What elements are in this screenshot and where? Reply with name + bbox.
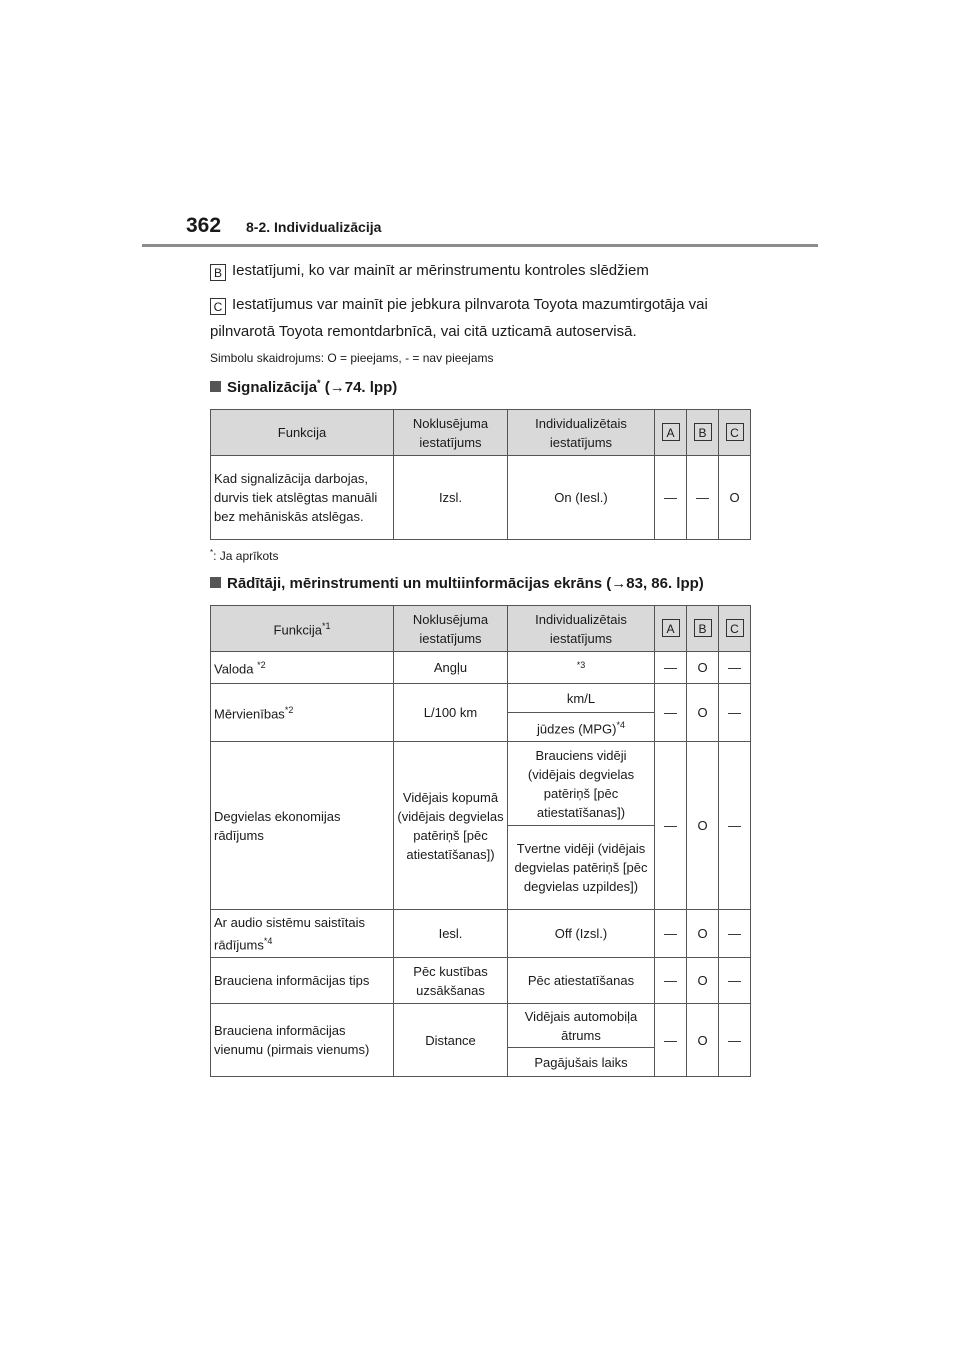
cell-b: O — [687, 958, 719, 1004]
table-row — [211, 1004, 751, 1048]
cell-a: — — [655, 1004, 687, 1077]
cell-function: Brauciena informācijas vienumu (pirmais vienums) — [211, 1004, 394, 1077]
cell-custom: Tvertne vidēji (vidējais degvielas patēriņš [pēc degvielas uzpildes]) — [508, 826, 655, 910]
b-text: Iestatījumi, ko var mainīt ar mērinstrumentu kontroles slēdžiem — [232, 262, 649, 279]
cell-default: Vidējais kopumā (vidējais degvielas patēriņš [pēc atiestatīšanas]) — [394, 742, 508, 910]
cell-custom: Brauciens vidēji (vidējais degvielas patēriņš [pēc atiestatīšanas]) — [508, 742, 655, 826]
lang-custom-sup: *3 — [576, 660, 586, 671]
audio-label-line1: Ar audio sistēmu saistītais — [214, 914, 366, 930]
cell-default: Iesl. — [394, 910, 508, 958]
cell-b: O — [687, 910, 719, 958]
cell-custom: Off (Izsl.) — [508, 910, 655, 958]
header-a — [655, 410, 687, 456]
cell-a: — — [655, 456, 687, 540]
cell-c: O — [719, 456, 751, 540]
footnote-text: : Ja aprīkots — [213, 549, 279, 563]
footnote — [210, 548, 279, 563]
c-box-label: C — [726, 423, 744, 441]
cell-default: Angļu — [394, 652, 508, 684]
b-box-label: B — [210, 264, 226, 281]
section1-ref: (→74. lpp) — [324, 379, 398, 396]
section-title: 8-2. Individualizācija — [246, 219, 382, 235]
table-row — [211, 456, 751, 540]
cell-a: — — [655, 742, 687, 910]
intro-c-paragraph-line2 — [210, 321, 790, 343]
cell-c: — — [719, 684, 751, 742]
units-label: Mērvienības — [214, 706, 285, 722]
header-function: Funkcija — [211, 410, 394, 456]
table-row — [211, 684, 751, 713]
header-custom: Individualizētais iestatījums — [508, 410, 655, 456]
cell-b: O — [687, 1004, 719, 1077]
heading-bullet — [210, 577, 221, 588]
cell-c: — — [719, 652, 751, 684]
footnote-mark: * — [210, 548, 214, 557]
c-text-line2: pilnvarotā Toyota remontdarbnīcā, vai citā uzticamā autoservisā. — [210, 323, 637, 340]
cell-function — [211, 910, 394, 958]
header-c — [719, 410, 751, 456]
header-function-label: Funkcija — [273, 622, 322, 638]
cell-custom: Vidējais automobiļa ātrums — [508, 1004, 655, 1048]
cell-custom: Pēc atiestatīšanas — [508, 958, 655, 1004]
b-box-label: B — [694, 423, 712, 441]
header-b — [687, 606, 719, 652]
header-function — [211, 606, 394, 652]
header-a — [655, 606, 687, 652]
cell-c: — — [719, 910, 751, 958]
cell-b: O — [687, 684, 719, 742]
table-row — [211, 742, 751, 826]
section2-title: Rādītāji, mērinstrumenti un multiinformācijas ekrāns (→83, 86. lpp) — [227, 575, 704, 592]
header-function-sup: *1 — [321, 621, 331, 632]
table-row — [211, 910, 751, 958]
section2-heading — [210, 575, 704, 592]
cell-function — [211, 684, 394, 742]
units-custom2-sup: *4 — [616, 719, 625, 730]
cell-function: Brauciena informācijas tips — [211, 958, 394, 1004]
section1-heading — [210, 378, 397, 396]
header-default: Noklusējuma iestatījums — [394, 606, 508, 652]
cell-custom: km/L — [508, 684, 655, 713]
intro-c-paragraph — [210, 294, 790, 316]
cell-b: — — [687, 456, 719, 540]
section1-title: Signalizācija — [227, 379, 318, 396]
cell-default: Pēc kustības uzsākšanas — [394, 958, 508, 1004]
cell-function: Kad signalizācija darbojas, durvis tiek atslēgtas manuāli bez mehāniskās atslēgas. — [211, 456, 394, 540]
cell-function — [211, 652, 394, 684]
c-box-label: C — [210, 298, 226, 315]
page-number: 362 — [186, 214, 222, 237]
header-default: Noklusējuma iestatījums — [394, 410, 508, 456]
cell-c: — — [719, 958, 751, 1004]
cell-c: — — [719, 1004, 751, 1077]
cell-custom: Pagājušais laiks — [508, 1048, 655, 1077]
cell-custom — [508, 713, 655, 742]
table-row — [211, 652, 751, 684]
symbol-legend: Simbolu skaidrojums: O = pieejams, - = nav pieejams — [210, 351, 494, 365]
cell-default: Distance — [394, 1004, 508, 1077]
audio-sup: *4 — [263, 935, 273, 946]
b-box-label: B — [694, 619, 712, 637]
cell-default: Izsl. — [394, 456, 508, 540]
intro-b-paragraph — [210, 260, 770, 282]
cell-a: — — [655, 652, 687, 684]
cell-a: — — [655, 684, 687, 742]
cell-a: — — [655, 910, 687, 958]
audio-label-line2: rādījums — [214, 937, 264, 953]
cell-b: O — [687, 652, 719, 684]
a-box-label: A — [662, 619, 680, 637]
cell-c: — — [719, 742, 751, 910]
section1-title-sup: * — [317, 378, 321, 388]
a-box-label: A — [662, 423, 680, 441]
cell-a: — — [655, 958, 687, 1004]
header-custom: Individualizētais iestatījums — [508, 606, 655, 652]
header-b — [687, 410, 719, 456]
cell-b: O — [687, 742, 719, 910]
table-row — [211, 958, 751, 1004]
units-sup: *2 — [284, 705, 294, 716]
c-text-line1: Iestatījumus var mainīt pie jebkura pilnvarota Toyota mazumtirgotāja vai — [232, 296, 708, 313]
meters-table — [210, 605, 751, 1077]
cell-function: Degvielas ekonomijas rādījums — [211, 742, 394, 910]
units-custom2: jūdzes (MPG) — [537, 721, 617, 737]
alarm-table — [210, 409, 751, 540]
lang-label: Valoda — [214, 661, 258, 677]
header-c — [719, 606, 751, 652]
header-rule — [142, 244, 818, 247]
lang-sup: *2 — [257, 660, 266, 671]
heading-bullet — [210, 381, 221, 392]
table-header-row — [211, 606, 751, 652]
cell-default: L/100 km — [394, 684, 508, 742]
table-header-row — [211, 410, 751, 456]
c-box-label: C — [726, 619, 744, 637]
cell-custom: On (Iesl.) — [508, 456, 655, 540]
cell-custom — [508, 652, 655, 684]
